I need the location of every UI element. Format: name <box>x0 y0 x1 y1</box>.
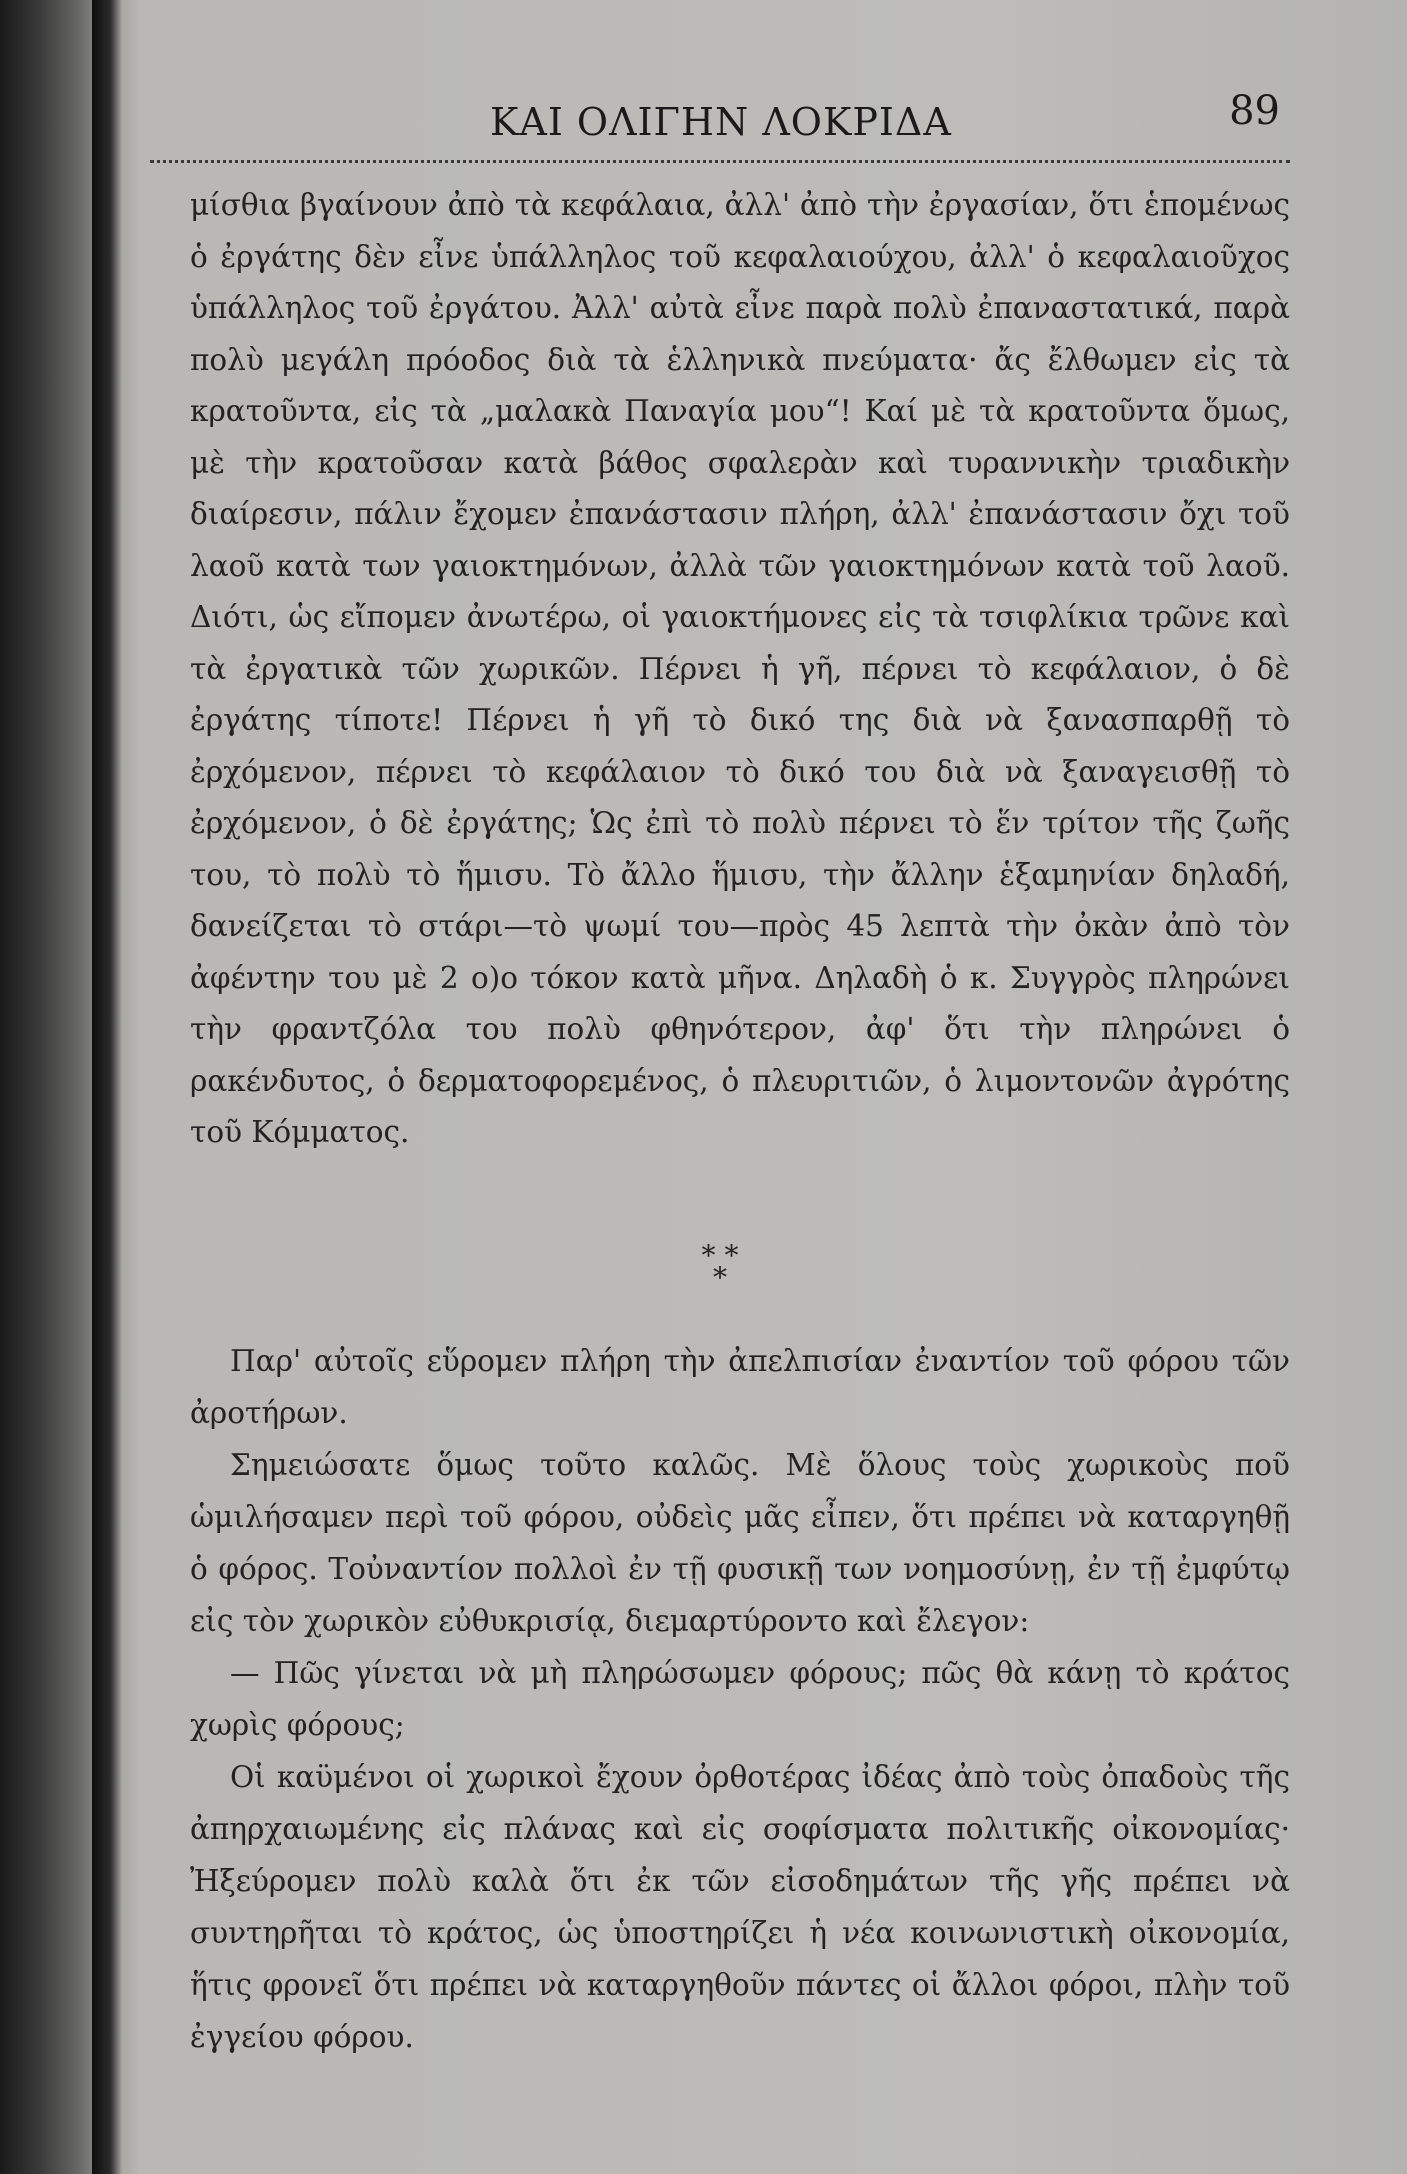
book-gutter <box>92 0 122 2174</box>
paragraph: μίσθια βγαίνουν ἀπὸ τὰ κεφάλαια, ἀλλ' ἀπὸ τὴν ἐργασίαν, ὅτι ἑπομένως ὁ ἐργάτης δὲν εἶνε ὑπάλληλος τοῦ κεφαλαιούχου, ἀλλ' ὁ κεφαλαιοῦχος ὑπάλληλος τοῦ ἐργάτου. Ἀλλ' αὐτὰ εἶνε παρὰ πολὺ ἐπαναστατικά, παρὰ πολὺ μεγάλη πρόοδος διὰ τὰ ἑλληνικὰ πνεύματα· ἄς ἔλθωμεν εἰς τὰ κρατοῦντα, εἰς τὰ „μαλακὰ Παναγία μου“! Καί μὲ τὰ κρατοῦντα ὅμως, μὲ τὴν κρατοῦσαν κατὰ βάθος σφαλερὰν καὶ τυραννικὴν τριαδικὴν διαίρεσιν, πάλιν ἔχομεν ἐπανάστασιν πλήρη, ἀλλ' ἐπανάστασιν ὄχι τοῦ λαοῦ κατὰ των γαιοκτημόνων, ἀλλὰ τῶν γαιοκτημόνων κατὰ τοῦ λαοῦ. Διότι, ὡς εἴπομεν ἀνωτέρω, οἱ γαιοκτήμονες εἰς τὰ τσιφλίκια τρῶνε καὶ τὰ ἐργατικὰ τῶν χωρικῶν. Πέρνει ἡ γῆ, πέρνει τὸ κεφάλαιον, ὁ δὲ ἐργάτης τίποτε! Πέρνει ἡ γῆ τὸ δικό της διὰ νὰ ξανασπαρθῇ τὸ ἐρχόμενον, πέρνει τὸ κεφάλαιον τὸ δικό του διὰ νὰ ξαναγεισθῇ τὸ ἐρχόμενον, ὁ δὲ ἐργάτης; Ὡς ἐπὶ τὸ πολὺ πέρνει τὸ ἕν τρίτον τῆς ζωῆς του, τὸ πολὺ τὸ ἥμισυ. Τὸ ἄλλο ἥμισυ, τὴν ἄλλην ἑξαμηνίαν δηλαδή, δανείζεται τὸ στάρι—τὸ ψωμί του—πρὸς 45 λεπτὰ τὴν ὀκὰν ἀπὸ τὸν ἀφέντην του μὲ 2 ο)ο τόκον κατὰ μῆνα. Δηλαδὴ ὁ κ. Συγγρὸς πληρώνει τὴν φραντζόλα του πολὺ φθηνότερον, ἀφ' ὅτι τὴν πληρώνει ὁ ρακένδυτος, ὁ δερματοφορεμένος, ὁ πλευριτιῶν, ὁ λιμοντονῶν ἀγρότης τοῦ Κόμματος. <box>190 188 1290 1149</box>
asterism-glyphs: * * * <box>701 1239 739 1294</box>
asterism <box>150 1239 1290 1294</box>
header-rule <box>150 160 1290 163</box>
paragraph: Οἱ καϋμένοι οἱ χωρικοὶ ἔχουν ὀρθοτέρας ἰδέας ἀπὸ τοὺς ὀπαδοὺς τῆς ἀπηρχαιωμένης εἰς πλάνας καὶ εἰς σοφίσματα πολιτικῆς οἰκονομίας· Ἠξεύρομεν πολὺ καλὰ ὅτι ἐκ τῶν εἰσοδημάτων τῆς γῆς πρέπει νὰ συντηρῆται τὸ κράτος, ὡς ὑποστηρίζει ἡ νέα κοινωνιστικὴ οἰκονομία, ἥτις φρονεῖ ὅτι πρέπει νὰ καταργηθοῦν πάντες οἱ ἄλλοι φόροι, πλὴν τοῦ ἐγγείου φόρου. <box>190 1760 1290 2054</box>
book-page <box>150 60 1330 2120</box>
running-head: ΚΑΙ ΟΛΙΓΗΝ ΛΟΚΡΙΔΑ <box>490 100 952 144</box>
page-header <box>150 80 1290 150</box>
section-one-text <box>190 180 1290 1159</box>
paragraph: Σημειώσατε ὅμως τοῦτο καλῶς. Μὲ ὅλους τοὺς χωρικοὺς ποῦ ὡμιλήσαμεν περὶ τοῦ φόρου, οὐδεὶς μᾶς εἶπεν, ὅτι πρέπει νὰ καταργηθῇ ὁ φόρος. Τοὐναντίον πολλοὶ ἐν τῇ φυσικῇ των νοημοσύνῃ, ἐν τῇ ἐμφύτῳ εἰς τὸν χωρικὸν εὐθυκρισίᾳ, διεμαρτύροντο καὶ ἔλεγον: <box>190 1448 1290 1638</box>
section-two-text <box>190 1335 1290 2063</box>
paragraph: Παρ' αὐτοῖς εὕρομεν πλήρη τὴν ἀπελπισίαν ἐναντίον τοῦ φόρου τῶν ἀροτήρων. <box>190 1344 1290 1430</box>
page-number: 89 <box>1229 88 1280 134</box>
paragraph: — Πῶς γίνεται νὰ μὴ πληρώσωμεν φόρους; πῶς θὰ κάνῃ τὸ κράτος χωρὶς φόρους; <box>190 1656 1290 1742</box>
